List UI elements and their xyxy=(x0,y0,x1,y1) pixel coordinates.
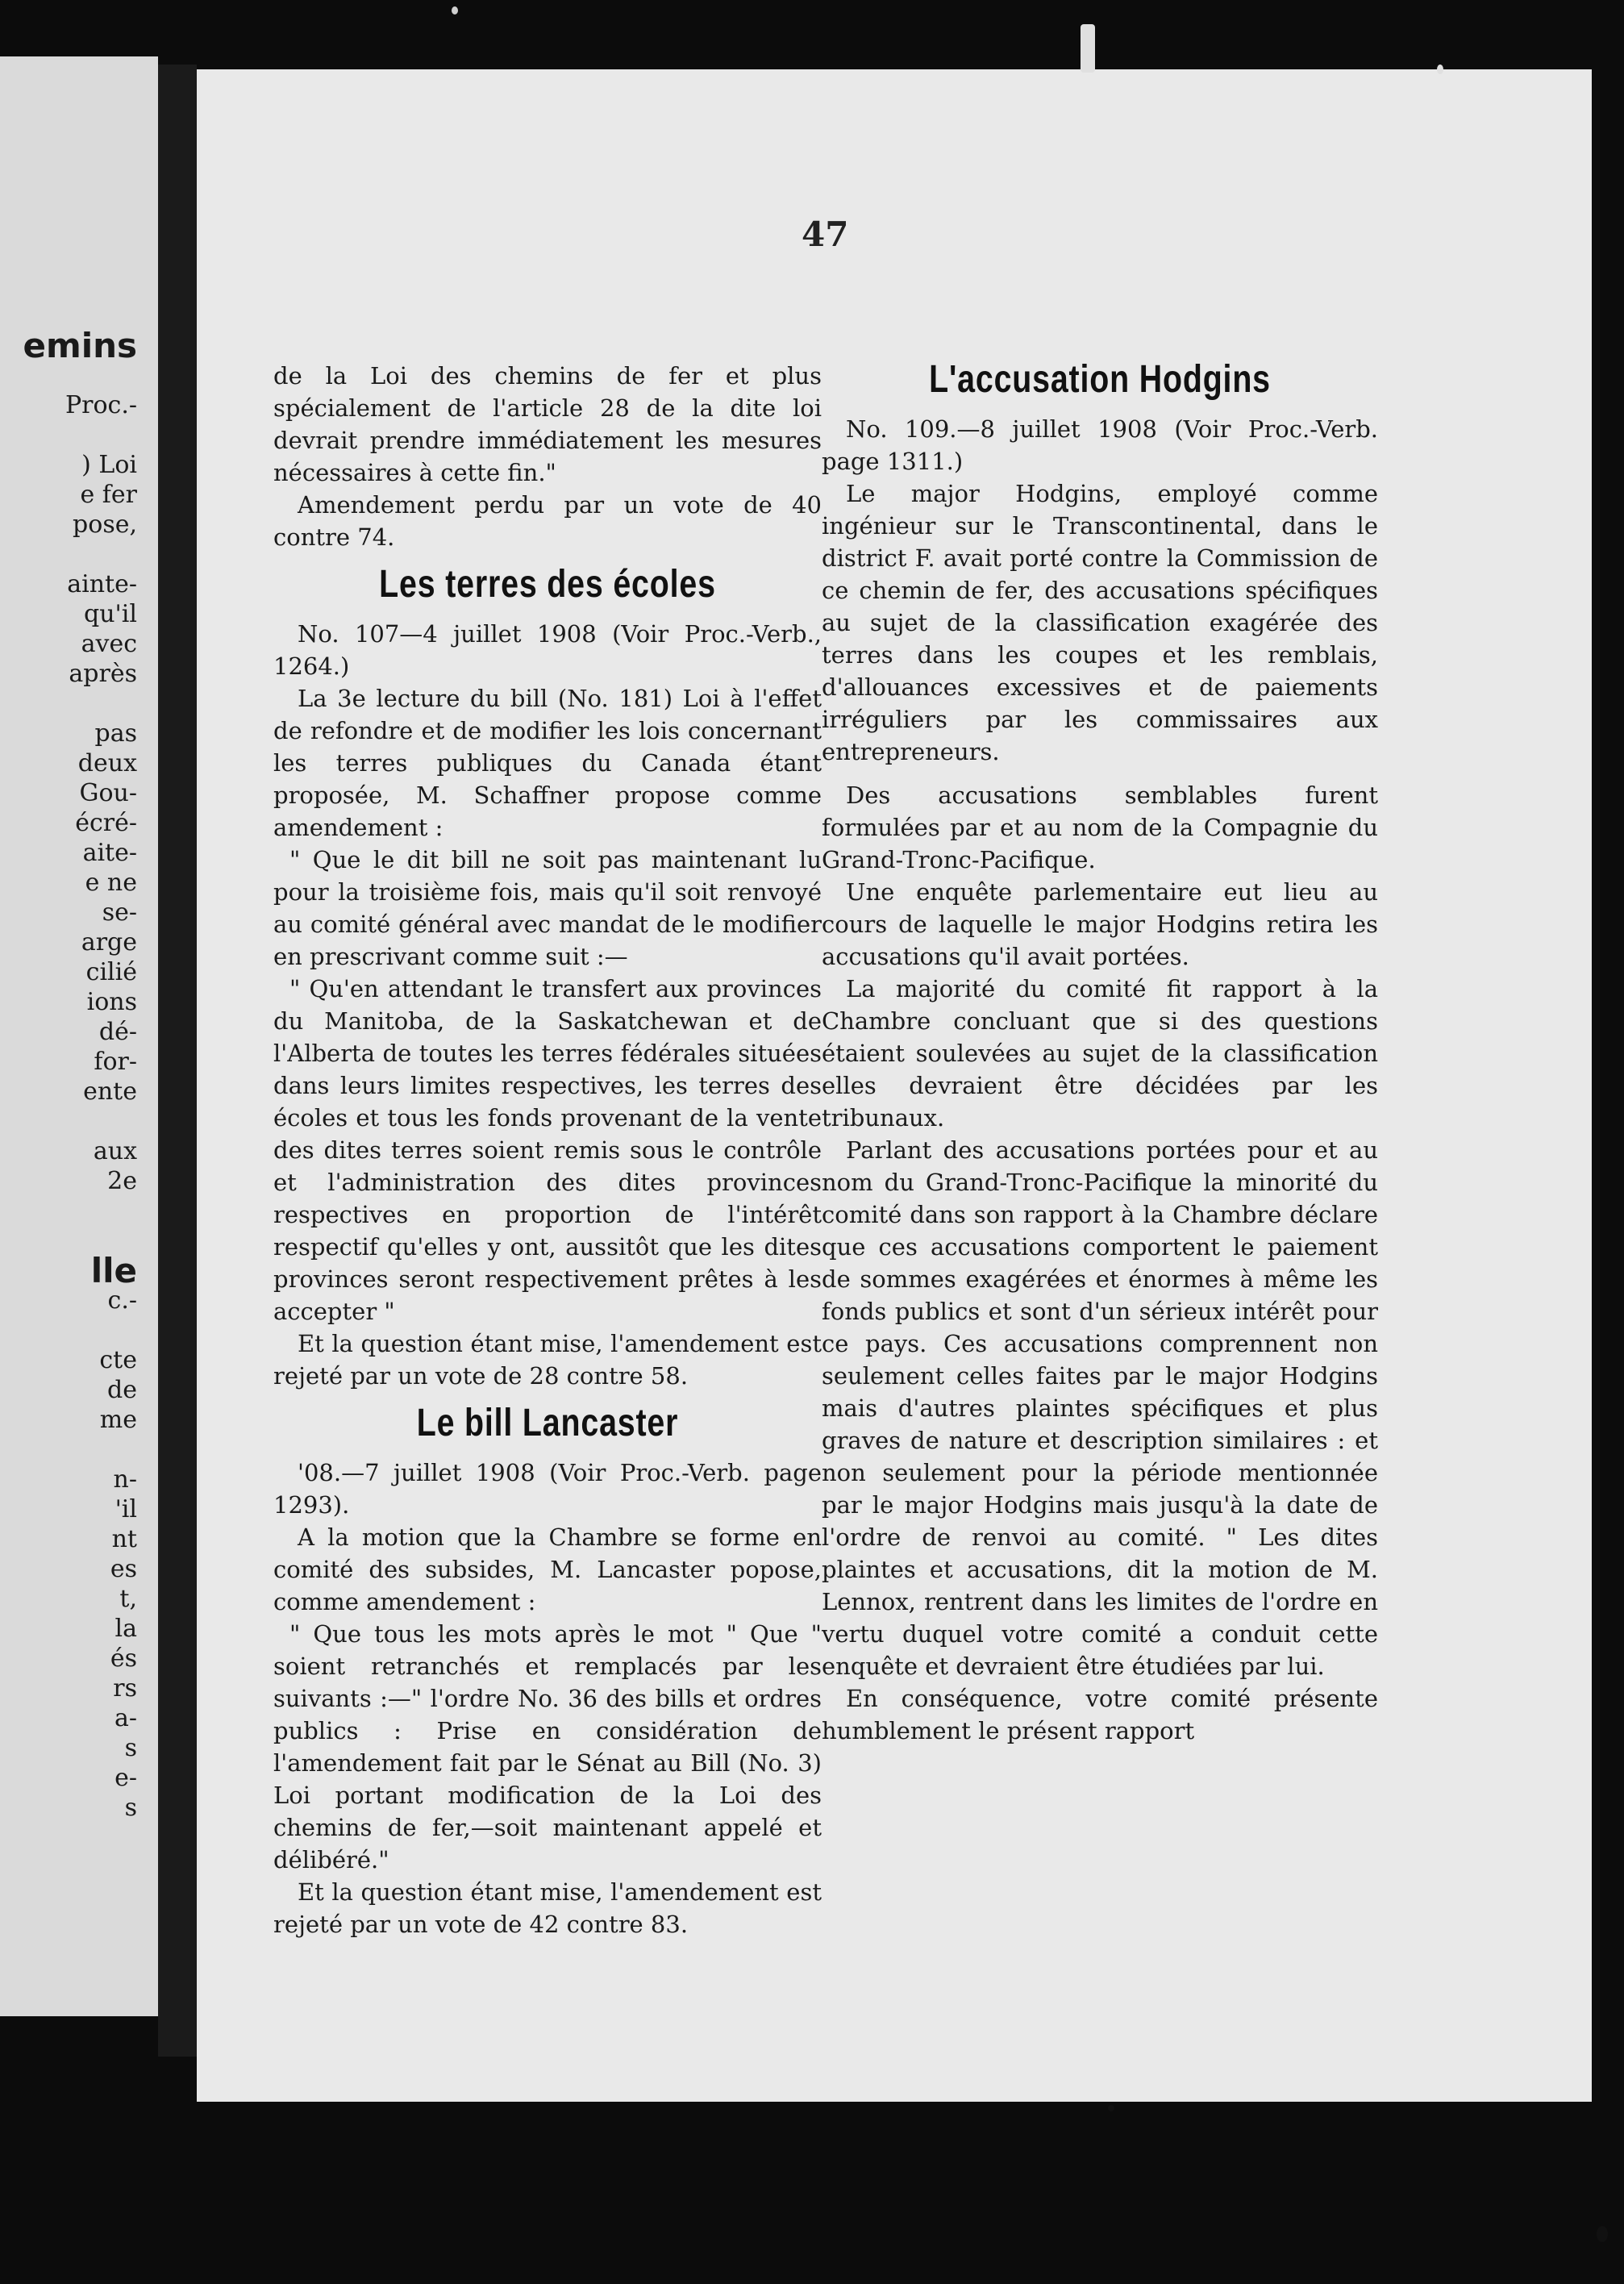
paragraph: La 3e lecture du bill (No. 181) Loi à l'effet de refondre et de modifier les lois concernant les terres publiques du Canada étant proposée, M. Schaffner propose comme amendement : xyxy=(273,685,822,841)
left-page-fragment: ente xyxy=(83,1077,137,1106)
left-page-fragment: cte xyxy=(99,1346,137,1374)
page xyxy=(197,69,1592,2102)
left-page-fragment: e fer xyxy=(80,481,137,509)
left-page-fragment: arge xyxy=(81,928,137,957)
left-page-fragment: pas xyxy=(94,719,137,748)
paragraph: Des accusations semblables furent formulées par et au nom de la Compagnie du Grand-Tronc-Pacifique. xyxy=(822,781,1378,873)
left-page-fragment: rs xyxy=(113,1674,137,1703)
left-page-fragment: 'il xyxy=(115,1495,137,1523)
left-page-fragment: 2e xyxy=(107,1167,137,1195)
continuation-paragraph: de la Loi des chemins de fer et plus spécialement de l'article 28 de la dite loi devrait prendre immédiatement les mesures nécessaires à cette fin." xyxy=(273,362,822,486)
left-page-fragment: e- xyxy=(115,1764,137,1792)
left-page-fragment: Proc.- xyxy=(65,391,137,419)
quote-paragraph: " Que tous les mots après le mot " Que " soient retranchés et remplacés par les suivants :—" l'ordre No. 36 des bills et ordres publics : Prise en considération de l'amendement fait par le Sénat au Bill (No. 3) Loi portant modification de la Loi des chemins de fer,—soit maintenant appelé et délibéré." xyxy=(273,1620,822,1873)
left-page-fragment: dé- xyxy=(98,1018,137,1046)
left-page-fragment: nt xyxy=(111,1525,137,1553)
left-page-fragment: for- xyxy=(94,1048,137,1076)
vote-result: Et la question étant mise, l'amendement est rejeté par un vote de 42 contre 83. xyxy=(273,1878,822,1938)
left-page-fragment: emins xyxy=(23,326,137,365)
left-page-fragment: ions xyxy=(86,988,137,1016)
left-page-fragment: es xyxy=(110,1555,137,1583)
left-page-fragment: s xyxy=(124,1794,137,1822)
left-page-fragment: la xyxy=(115,1615,137,1643)
paragraph: A la motion que la Chambre se forme en comité des subsides, M. Lancaster popose, comme amendement : xyxy=(273,1523,822,1615)
left-page-fragment: t, xyxy=(119,1585,137,1613)
page-number: 47 xyxy=(802,215,849,254)
left-column xyxy=(273,360,822,1940)
left-page-edge xyxy=(0,56,158,2016)
scan-speck xyxy=(1081,24,1095,73)
paragraph: La majorité du comité fit rapport à la Chambre concluant que si des questions étaient soulevées au sujet de la classification elles devraient être décidées par les tribunaux. xyxy=(822,975,1378,1132)
scan-speck xyxy=(1597,2226,1608,2242)
left-page-fragment: cilié xyxy=(85,958,137,986)
left-page-fragment: ainte- xyxy=(67,570,137,598)
left-page-fragment: e ne xyxy=(85,869,137,897)
page-binding-shadow xyxy=(158,65,197,2057)
scan-speck xyxy=(452,6,458,15)
scan-speck xyxy=(1437,65,1443,74)
left-page-fragment: avec xyxy=(81,630,137,658)
left-page-fragment: pose, xyxy=(73,511,137,539)
left-page-fragment: a- xyxy=(114,1704,137,1732)
scan-speck xyxy=(1108,2105,1114,2111)
right-column xyxy=(822,360,1378,1747)
left-page-fragment: me xyxy=(99,1406,137,1434)
paragraph: En conséquence, votre comité présente humblement le présent rapport xyxy=(822,1685,1378,1744)
continuation-paragraph: Amendement perdu par un vote de 40 contre 74. xyxy=(273,491,822,551)
quote-paragraph: " Que le dit bill ne soit pas maintenant lu pour la troisième fois, mais qu'il soit renvoyé au comité général avec mandat de le modifier en prescrivant comme suit :— xyxy=(273,846,822,970)
left-page-fragment: se- xyxy=(102,898,137,927)
paragraph: Le major Hodgins, employé comme ingénieur sur le Transcontinental, dans le district F. avait porté contre la Commission de ce chemin de fer, des accusations spécifiques au sujet de la classification exagérée des terres dans les coupes et les remblais, d'allouances excessives et de paiements irréguliers par les commissaires aux entrepreneurs. xyxy=(822,480,1378,765)
left-page-fragment: écré- xyxy=(75,809,137,837)
left-page-fragment: és xyxy=(110,1644,137,1673)
left-page-fragment: n- xyxy=(113,1465,137,1494)
paragraph: Une enquête parlementaire eut lieu au cours de laquelle le major Hodgins retira les accusations qu'il avait portées. xyxy=(822,878,1378,970)
left-page-fragment: s xyxy=(124,1734,137,1762)
reference-line: No. 107—4 juillet 1908 (Voir Proc.-Verb., 1264.) xyxy=(273,620,822,680)
left-page-fragment: aux xyxy=(93,1137,137,1165)
left-page-fragment: lle xyxy=(90,1251,137,1290)
left-page-fragment: deux xyxy=(77,749,137,777)
section-heading-bill-lancaster: Le bill Lancaster xyxy=(416,1402,679,1444)
reference-line: '08.—7 juillet 1908 (Voir Proc.-Verb. page 1293). xyxy=(273,1459,822,1519)
section-heading-accusation-hodgins: L'accusation Hodgins xyxy=(929,358,1271,401)
left-page-fragment: aite- xyxy=(82,839,137,867)
left-page-fragment: ) Loi xyxy=(81,451,137,479)
paragraph: Parlant des accusations portées pour et au nom du Grand-Tronc-Pacifique la minorité du comité dans son rapport à la Chambre déclare que ces accusations comportent le paiement de sommes exagérées et énormes à même les fonds publics et sont d'un sérieux intérêt pour ce pays. Ces accusations comprennent non seulement celles faites par le major Hodgins mais d'autres plaintes spécifiques et plus graves de nature et description similaires : et non seulement pour la période mentionnée par le major Hodgins mais jusqu'à la date de l'ordre de renvoi au comité. " Les dites plaintes et accusations, dit la motion de M. Lennox, rentrent dans les limites de l'ordre en vertu duquel votre comité a conduit cette enquête et devraient être étudiées par lui. xyxy=(822,1136,1378,1680)
left-page-fragment: qu'il xyxy=(84,600,137,628)
left-page-fragment: de xyxy=(107,1376,137,1404)
left-page-fragment: Gou- xyxy=(79,779,137,807)
vote-result: Et la question étant mise, l'amendement est rejeté par un vote de 28 contre 58. xyxy=(273,1330,822,1390)
reference-line: No. 109.—8 juillet 1908 (Voir Proc.-Verb. page 1311.) xyxy=(822,415,1378,475)
section-heading-terres-ecoles: Les terres des écoles xyxy=(379,563,716,606)
quote-paragraph: " Qu'en attendant le transfert aux provinces du Manitoba, de la Saskatchewan et de l'Alberta de toutes les terres fédérales situées dans leurs limites respectives, les terres des écoles et tous les fonds provenant de la vente des dites terres soient remis sous le contrôle et l'administration des dites provinces respectives en proportion de l'intérêt respectif qu'elles y ont, aussitôt que les dites provinces seront respectivement prêtes à les accepter " xyxy=(273,975,822,1325)
left-page-fragment: c.- xyxy=(107,1286,137,1315)
left-page-fragment: après xyxy=(69,660,137,688)
